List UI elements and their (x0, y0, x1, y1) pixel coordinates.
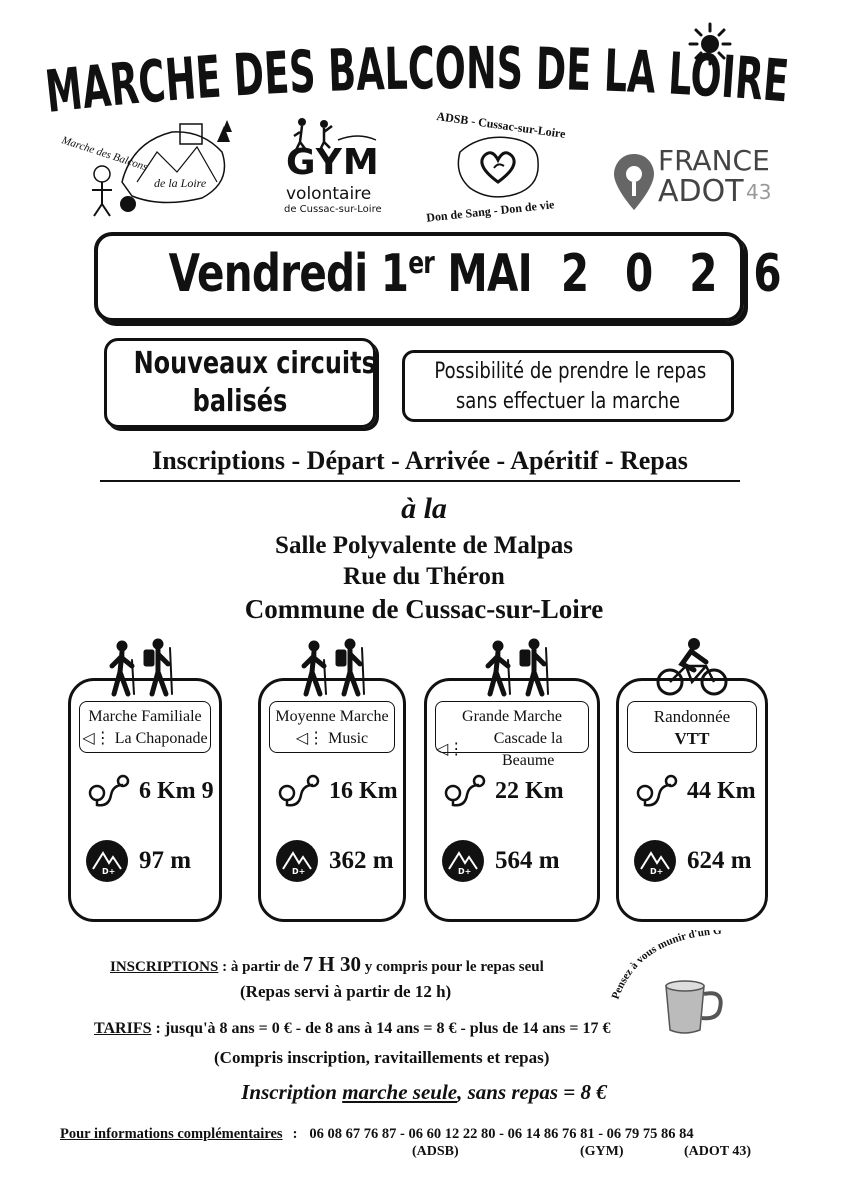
new-circuits-line2: balisés (192, 384, 288, 419)
gobelet-text: Pensez à vous munir d'un G (609, 930, 723, 1001)
date-day: Vendredi 1 (168, 244, 409, 304)
route-label (627, 701, 757, 753)
date-month: MAI (447, 244, 532, 304)
contact-colon: : (292, 1126, 298, 1142)
sun-icon (688, 22, 732, 66)
route-elevation (85, 839, 191, 883)
logo-adsb-bottom: Don de Sang - Don de vie (425, 197, 556, 225)
logo-marche-text-2: de la Loire (154, 176, 207, 190)
logo-adot (608, 112, 778, 222)
new-circuits-line1: Nouveaux circuits (133, 346, 376, 381)
music-icon: ◁⋮ (82, 730, 111, 747)
route-elevation-value: 564 m (495, 847, 560, 874)
logo-gym-sub1: volontaire (286, 184, 372, 204)
logo-marche-text-1: Marche des Balcons (60, 134, 149, 174)
elevation-icon (275, 839, 319, 883)
route-elevation-value: 362 m (329, 847, 394, 874)
venue-name: Salle Polyvalente de Malpas (275, 532, 573, 559)
route-pin-icon (443, 773, 487, 809)
route-card-vtt (616, 678, 768, 922)
inscriptions-label: INSCRIPTIONS (110, 959, 219, 975)
elevation-icon (633, 839, 677, 883)
event-date (168, 244, 793, 304)
venue-street: Rue du Théron (343, 563, 505, 590)
contact-label: Pour informations complémentaires (60, 1126, 283, 1142)
svg-text:Pensez à vous munir d'un Gobel (608, 930, 722, 1001)
route-elevation-value: 624 m (687, 847, 752, 874)
gobelet-reminder (608, 930, 738, 1040)
solo-before: Inscription (241, 1080, 343, 1104)
route-distance-value: 16 Km (329, 777, 398, 804)
logo-marche-balcons (62, 112, 242, 222)
route-card-familiale (68, 678, 222, 922)
logo-adot-num: 43 (746, 180, 772, 204)
route-distance-value: 6 Km 9 (139, 777, 214, 804)
elevation-icon (441, 839, 485, 883)
dplus-text: D+ (650, 867, 664, 876)
route-distance (277, 773, 398, 809)
logo-adsb (420, 109, 570, 225)
route-pin-icon (277, 773, 321, 809)
logo-adot-line1: FRANCE (658, 144, 770, 177)
route-sub: La Chaponade (114, 730, 208, 747)
route-name: Marche Familiale (88, 708, 202, 725)
logo-gym (278, 112, 388, 222)
dplus-text: D+ (292, 867, 306, 876)
route-sub: Music (328, 730, 369, 747)
title-text: MARCHE DES BALCONS DE LA LOIRE (42, 34, 806, 126)
elevation-icon (85, 839, 129, 883)
route-card-moyenne (258, 678, 406, 922)
venue-town: Commune de Cussac-sur-Loire (244, 594, 604, 624)
route-name: Moyenne Marche (275, 708, 389, 725)
date-year: 2 0 2 6 (560, 244, 793, 304)
route-distance-value: 22 Km (495, 777, 564, 804)
cup-icon (666, 981, 721, 1033)
contact-assoc-gym: (GYM) (580, 1144, 624, 1159)
dplus-text: D+ (102, 867, 116, 876)
inscriptions-text2: y compris pour le repas seul (361, 959, 544, 975)
solo-underlined: marche seule (342, 1080, 458, 1104)
schedule-line: Inscriptions - Départ - Arrivée - Apéritif - Repas (152, 446, 688, 475)
meal-only-box (402, 350, 734, 422)
route-name: Randonnée (653, 707, 731, 726)
route-distance (443, 773, 564, 809)
route-label (269, 701, 395, 753)
music-icon: ◁⋮ (436, 741, 465, 758)
route-sub: VTT (674, 729, 710, 748)
contact-line (60, 1126, 694, 1143)
route-pin-icon (635, 773, 679, 809)
divider (100, 480, 740, 482)
solo-after: , sans repas = 8 € (457, 1080, 607, 1104)
new-circuits-box (104, 338, 376, 428)
route-pin-icon (87, 773, 131, 809)
logo-adsb-top: ADSB - Cussac-sur-Loire (435, 109, 567, 141)
route-distance (635, 773, 756, 809)
inscriptions-text1: : à partir de (218, 959, 303, 975)
meal-time: (Repas servi à partir de 12 h) (240, 982, 452, 1001)
solo-price (0, 1080, 848, 1105)
route-label (79, 701, 211, 753)
date-sup: er (408, 246, 435, 281)
music-icon: ◁⋮ (295, 730, 325, 747)
inscriptions-line (110, 952, 544, 977)
route-label (435, 701, 589, 769)
route-distance (87, 773, 214, 809)
tarifs-compris: (Compris inscription, ravitaillements et repas) (214, 1048, 550, 1067)
route-elevation (275, 839, 394, 883)
inscriptions-time: 7 H 30 (302, 952, 362, 976)
tarifs-text: : jusqu'à 8 ans = 0 € - de 8 ans à 14 ans = 8 € - plus de 14 ans = 17 € (151, 1020, 611, 1037)
logo-gym-sub2: de Cussac-sur-Loire (284, 204, 382, 215)
route-card-grande (424, 678, 600, 922)
logo-adot-line2: ADOT (658, 174, 744, 209)
tarifs-label: TARIFS (94, 1020, 152, 1037)
tarifs-line (94, 1020, 611, 1038)
meal-only-line1: Possibilité de prendre le repas (434, 359, 707, 384)
route-distance-value: 44 Km (687, 777, 756, 804)
dplus-text: D+ (458, 867, 472, 876)
contact-phones: 06 08 67 76 87 - 06 60 12 22 80 - 06 14 86 76 81 - 06 79 75 86 84 (309, 1126, 694, 1142)
venue-prefix: à la (401, 492, 447, 525)
route-elevation (441, 839, 560, 883)
route-sub: Cascade la Beaume (493, 730, 563, 769)
contact-assoc-adot: (ADOT 43) (684, 1144, 752, 1159)
route-elevation (633, 839, 752, 883)
route-elevation-value: 97 m (139, 847, 192, 874)
route-name: Grande Marche (462, 708, 562, 725)
contact-assoc-adsb: (ADSB) (412, 1144, 459, 1159)
event-date-box (94, 232, 793, 322)
meal-only-line2: sans effectuer la marche (455, 389, 681, 414)
logo-gym-big: GYM (286, 142, 380, 183)
